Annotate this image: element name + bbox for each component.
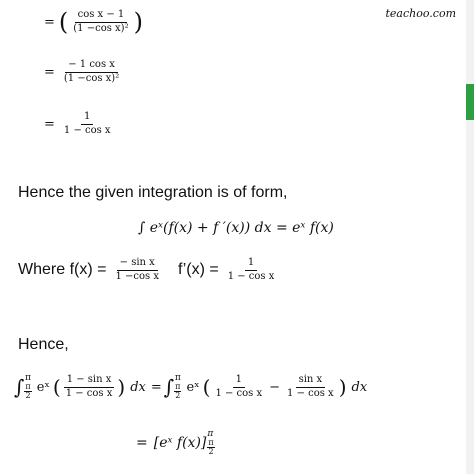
left-paren: ( [52, 375, 61, 400]
minus-sign: − [269, 379, 281, 395]
final-equation [136, 430, 217, 457]
lhs-numerator: 1 − sin x [64, 375, 115, 388]
fx-numerator: − sin x [117, 258, 158, 271]
integral-equation [14, 374, 367, 401]
hence-statement: Hence the given integration is of form, [18, 184, 288, 201]
equals-sign: = [44, 64, 55, 80]
ex-term-2: eˣ [186, 379, 200, 395]
right-paren: ) [133, 8, 143, 36]
denominator: (1 −cos x)² [73, 22, 129, 34]
right-paren: ) [117, 375, 126, 400]
fpx-denominator: 1 − cos x [227, 270, 275, 282]
lhs-fraction [63, 375, 116, 399]
equals-sign: = [44, 14, 55, 30]
rhs-numerator-1: 1 [233, 375, 245, 388]
lower-limit: $\frac{\pi}{2}$ [25, 382, 31, 401]
equals-sign: = [44, 116, 55, 132]
brand-logo: teachoo.com [385, 7, 456, 20]
integral-limits-2 [174, 374, 181, 401]
hence-label: Hence, [18, 336, 69, 353]
equals-sign: = [150, 379, 162, 395]
fpx-label: f’(x) = [177, 261, 219, 278]
fpx-fraction [225, 258, 278, 282]
fpx-numerator: 1 [245, 258, 257, 271]
rhs-denominator-2: 1 − cos x [287, 387, 334, 399]
numerator: − 1 cos x [65, 60, 118, 73]
lower-limit-2: $\frac{\pi}{2}$ [175, 382, 181, 401]
fx-denominator: 1 −cos x [115, 270, 159, 282]
step-2 [44, 60, 124, 84]
left-paren: ( [58, 8, 69, 36]
upper-limit-2: π [174, 373, 181, 383]
upper-limit: π [25, 373, 32, 383]
dx-term: dx [130, 379, 146, 395]
left-paren-2: ( [202, 375, 211, 400]
integral-limits [24, 374, 31, 401]
equals-sign: = [136, 435, 148, 452]
final-upper: π [207, 429, 214, 439]
fx-fraction [112, 258, 162, 282]
final-body: [eˣ f(x)] [153, 435, 207, 452]
rhs-numerator-2: sin x [296, 375, 326, 388]
step-3 [44, 112, 116, 136]
rhs-fraction-1 [212, 375, 265, 399]
form-formula: ∫ eˣ(f(x) + f ′(x)) dx = eˣ f(x) [138, 220, 334, 236]
integral-sign: ∫ [14, 375, 25, 400]
denominator: (1 −cos x)² [63, 72, 120, 84]
right-paren-2: ) [338, 375, 347, 400]
right-sidebar [466, 0, 474, 474]
where-line [18, 258, 279, 282]
integral-sign-2: ∫ [163, 375, 175, 400]
rhs-denominator-1: 1 − cos x [215, 387, 263, 399]
fraction [70, 10, 131, 34]
numerator: 1 [81, 112, 93, 125]
denominator: 1 − cos x [63, 124, 111, 136]
step-1 [44, 10, 143, 34]
dx-term-2: dx [351, 379, 368, 395]
fx-label: Where f(x) = [18, 261, 107, 278]
sidebar-accent [466, 84, 474, 120]
rhs-fraction-2 [284, 375, 337, 399]
final-limits [207, 430, 214, 457]
ex-term: eˣ [36, 379, 50, 395]
lhs-denominator: 1 − cos x [65, 387, 113, 399]
numerator: cos x − 1 [75, 10, 128, 23]
final-lower: $\frac{\pi}{2}$ [208, 438, 214, 457]
fraction [61, 60, 122, 84]
fraction [61, 112, 114, 136]
